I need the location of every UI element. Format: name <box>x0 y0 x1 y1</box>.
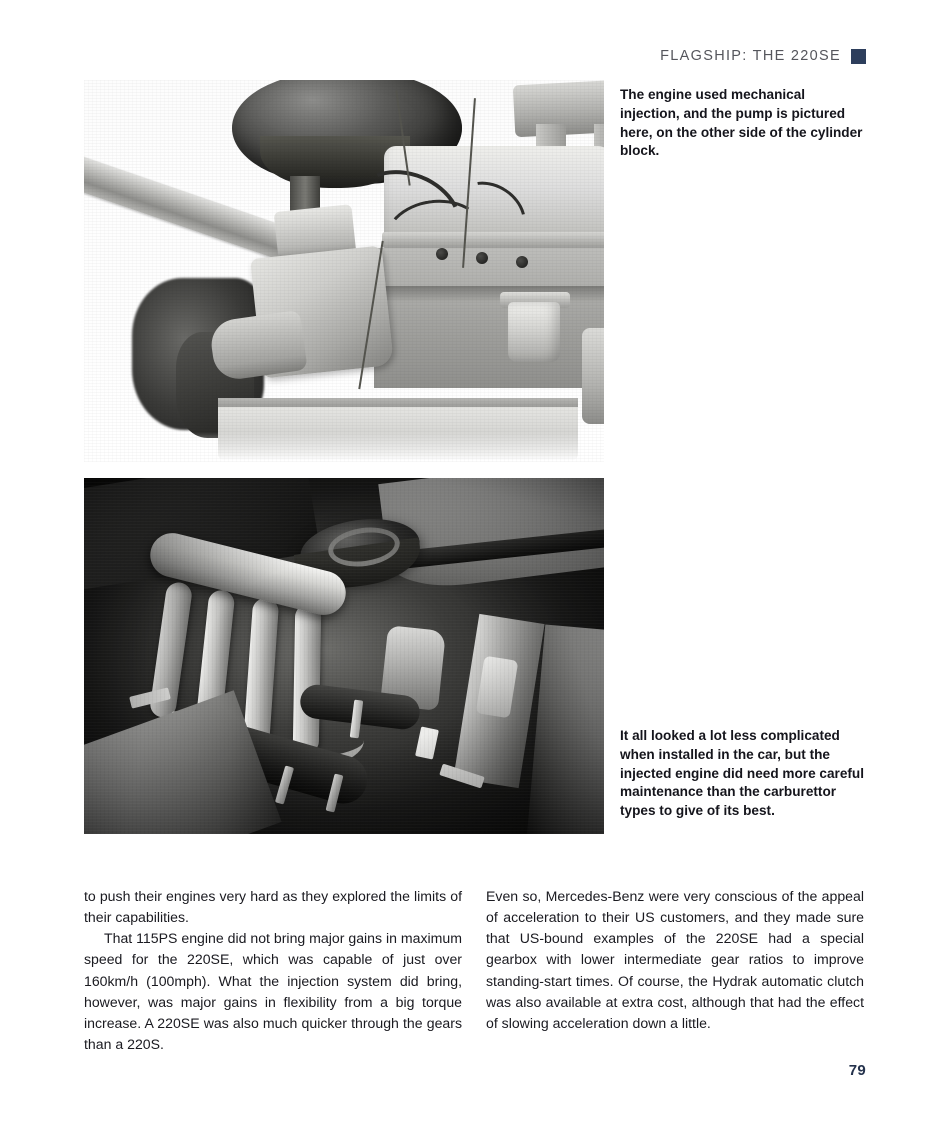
paragraph: That 115PS engine did not bring major gains in maximum speed for the 220SE, which was capable of just over 160km/h (100mph). What the injection system did bring, however, was major gains in flexibility from a big torque increase. A 220SE was also much quicker through the gears than a 220S. <box>84 930 462 1052</box>
page-number: 79 <box>848 1062 866 1079</box>
body-text-left-column <box>84 886 462 1055</box>
figure-caption-engine-installed-in-car: It all looked a lot less complicated when installed in the car, but the injected engine did need more careful maintenance than the carburettor types to give of its best. <box>620 728 864 818</box>
figure-caption-engine-with-injection-pump: The engine used mechanical injection, and the pump is pictured here, on the other side of the cylinder block. <box>620 87 863 159</box>
square-marker-icon <box>851 49 866 64</box>
running-head <box>660 48 866 64</box>
photo-canvas <box>84 478 604 834</box>
running-head-title: FLAGSHIP: THE 220SE <box>660 48 841 64</box>
paragraph: to push their engines very hard as they explored the limits of their capabilities. <box>84 888 462 926</box>
figure-engine-installed-in-car <box>84 478 604 834</box>
body-text-right-column <box>486 886 864 1034</box>
photo-canvas <box>84 80 604 462</box>
paragraph: Even so, Mercedes-Benz were very conscious of the appeal of acceleration to their US customers, and they made sure that US-bound examples of the 220SE had a special gearbox with lower intermediate gear ratios to improve standing-start times. Of course, the Hydrak automatic clutch was also available at extra cost, although that had the effect of slowing acceleration down a little. <box>486 888 864 1031</box>
figure-engine-with-injection-pump <box>84 80 604 462</box>
